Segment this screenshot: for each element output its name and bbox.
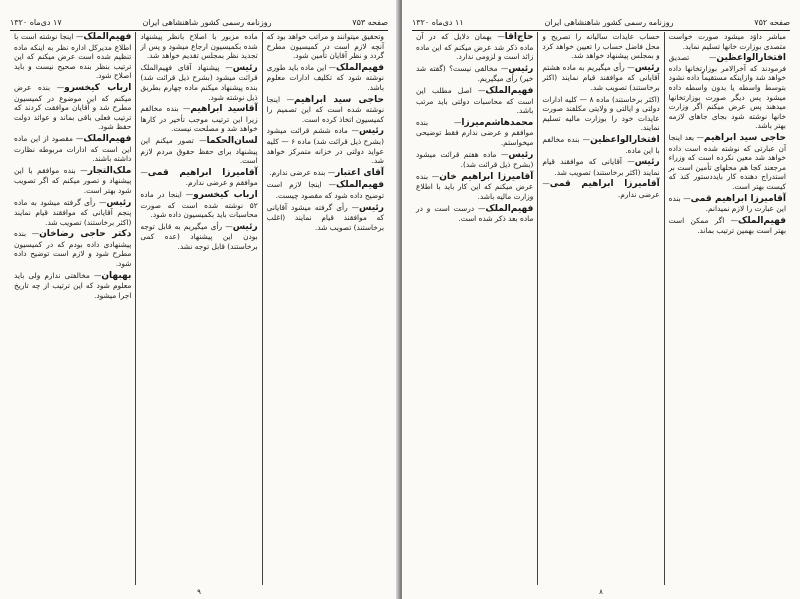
paragraph-text: — بنده عرض میکنم که این کار باید با اطلاع وزارت مالیه باشد. — [416, 171, 534, 201]
speaker-name: رئیس — [232, 221, 258, 232]
paragraph — [542, 179, 659, 199]
paragraph-text: — بنده موافقم با این پیشنهاد و تصور میکنم که اگر تصویب شود بهتر است. — [14, 165, 132, 195]
issue-date: ۱۱ دی‌ماه ۱۳۲۰ — [412, 17, 464, 27]
paragraph-text: — اصل مطلب این است که محاسبات دولتی باید مرتب باشد. — [416, 85, 534, 116]
text-column — [262, 32, 388, 585]
paragraph-text: — اینجا نوشته شده است که این تصمیم را کمیسیون اتخاذ کرده است. — [266, 94, 384, 124]
text-column — [537, 32, 663, 585]
speaker-name: بهبهان — [101, 270, 132, 281]
paragraph-text: — بعد اینجا آن عبارتی که نوشته شده است داده خواهد شد معین نکرده است که وزراء مرجعند کجا هم محلهای تأمین است بر استدراج دهنده کار بایددستور کند که کیست بهتر است. — [668, 132, 786, 191]
paragraph — [542, 63, 659, 93]
speaker-name: افتخارالواعظین — [716, 53, 786, 64]
paragraph-text: (اکثر برخاستند) ماده ۸ — کلیه ادارات دولتی و ایالتی و ولایتی مکلفند صورت عایدات خود را بوزارت مالیه تسلیم نمایند. — [542, 94, 660, 133]
paragraph — [267, 126, 384, 165]
paragraph — [267, 180, 384, 200]
speaker-name: حاجی سید ابراهیم — [704, 132, 786, 143]
paragraph — [140, 168, 257, 188]
paragraph-text: — بنده موافقم و عرضی ندارم فقط توضیحی میخواستم. — [416, 117, 534, 147]
speaker-name: دکتر حاجی رضاخان — [39, 229, 132, 240]
paragraph — [140, 104, 257, 134]
columns — [10, 32, 388, 585]
text-column — [135, 32, 261, 585]
newspaper-title: روزنامه رسمی کشور شاهنشاهی ایران — [544, 17, 674, 27]
paragraph-text: — ماده ششم قرائت میشود (بشرح ذیل قرائت شد) ماده ۶ — کلیه عواید دولتی در خزانه متمرکز خواهد شد. — [266, 126, 384, 166]
paragraph — [140, 136, 257, 166]
paragraph — [416, 118, 533, 148]
paragraph — [416, 150, 533, 170]
paragraph — [416, 86, 533, 116]
paragraph-text: — بنده این عبارت را لازم نمیدانم. — [668, 193, 786, 214]
paragraph — [669, 216, 786, 236]
paragraph-text: — اینجا لازم است توضیح داده شود که مقصود چیست. — [266, 180, 384, 200]
paragraph — [140, 222, 257, 252]
speaker-name: آقامیرزا ابراهیم قمی — [147, 167, 258, 178]
paragraph — [14, 134, 131, 164]
paragraph-text: — بنده عرض میکنم که این موضوع در کمیسیون مطرح شد و آقایان موافقت کردند که ترتیب فعلی باقی بماند و عوائد دولت حفظ شود. — [14, 82, 132, 132]
newspaper-title: روزنامه رسمی کشور شاهنشاهی ایران — [142, 17, 272, 27]
text-column — [664, 32, 790, 585]
speaker-name: آقامیرزا ابراهیم قمی — [690, 193, 786, 204]
paragraph — [267, 203, 384, 233]
paragraph — [14, 198, 131, 228]
speaker-name: رئیس — [359, 202, 384, 213]
paragraph — [416, 172, 533, 202]
paragraph — [14, 166, 131, 196]
speaker-name: فهیم‌الملک — [485, 203, 534, 214]
paragraph-text: — عرضی ندارم. — [542, 179, 660, 199]
speaker-name: فهیم‌الملک — [336, 62, 384, 73]
paragraph-text: حساب عایدات سالیانه را تصریح و محل فاضل حساب را تعیین خواهد کرد و بمجلس پیشنهاد خواهد شد. — [542, 32, 660, 61]
paragraph-text: ماده مزبور با اصلاح بانظر پیشنهاد شده بکمیسیون ارجاع میشود و پس از تجدید نظر بمجلس تقدیم خواهد شد. — [140, 32, 258, 61]
speaker-name: فهیم‌الملک — [336, 180, 384, 191]
speaker-name: فهیم‌الملک — [83, 133, 132, 144]
paragraph-text: — مقصود از این ماده این است که ادارات مربوطه نظارت داشته باشند. — [14, 133, 132, 164]
paragraph — [542, 95, 659, 133]
paragraph — [669, 32, 786, 51]
text-column — [10, 32, 135, 585]
paragraph — [416, 64, 533, 84]
paragraph — [140, 32, 257, 61]
speaker-name: فهیم‌الملک — [485, 85, 534, 96]
paragraph-text: — بنده پیشنهادی داده بودم که در کمیسیون مطرح شود و لازم است توضیح داده شود. — [14, 229, 132, 269]
paragraph-text: — این ماده باید طوری نوشته شود که تکلیف ادارات معلوم باشد. — [266, 62, 384, 92]
paragraph-text: — موافقم و عرضی ندارم. — [140, 167, 258, 188]
columns — [412, 32, 790, 585]
paragraph — [14, 32, 131, 81]
paragraph — [267, 168, 384, 179]
speaker-name: حاج‌آقا — [504, 32, 534, 42]
paragraph — [669, 133, 786, 192]
speaker-name: لسان‌الحکما — [206, 135, 258, 146]
paragraph-text: — بهمان دلایل که در آن ماده ذکر شد عرض میکنم که این ماده زائد است و لزومی ندارد. — [416, 32, 534, 62]
paragraph-text: — بنده مخالفم با این ماده. — [542, 134, 660, 155]
paragraph — [416, 204, 533, 224]
page-footer: ۹ — [197, 588, 201, 596]
speaker-name: ارباب کیخسرو — [64, 82, 132, 93]
paragraph — [14, 83, 131, 132]
paragraph-text: — بنده مخالفم زیرا این ترتیب موجب تأخیر در کارها خواهد شد و مصلحت نیست. — [140, 104, 258, 134]
paragraph — [416, 32, 533, 62]
paragraph — [140, 190, 257, 220]
page-header — [10, 16, 388, 31]
text-column — [412, 32, 537, 585]
paragraph-text: — تصور میکنم این پیشنهاد برای حفظ حقوق مردم لازم است. — [140, 135, 258, 166]
speaker-name: رئیس — [634, 62, 660, 73]
speaker-name: ارباب کیخسرو — [193, 189, 258, 200]
page-number: صفحه ۷۵۲ — [754, 17, 790, 27]
paragraph — [14, 229, 131, 268]
speaker-name: محمدهاشم‌میرزا — [461, 117, 534, 128]
paragraph — [669, 194, 786, 214]
speaker-name: رئیس — [508, 149, 534, 160]
speaker-name: افتخارالواعظین — [590, 134, 660, 145]
paragraph-text: — مخالفتی ندارم ولی باید معلوم شود که این ترتیب از چه تاریخ اجرا میشود. — [14, 270, 132, 300]
speaker-name: رئیس — [359, 126, 384, 137]
speaker-name: رئیس — [508, 63, 534, 74]
page-footer: ۸ — [599, 588, 603, 596]
paragraph-text: — درست است و در ماده بعد ذکر شده است. — [416, 203, 534, 224]
speaker-name: فهیم‌الملک — [83, 32, 132, 42]
paragraph — [669, 53, 786, 131]
speaker-name: ملک‌التجار — [87, 165, 132, 176]
paragraph-text: — رأی گرفته میشود به ماده پنجم آقایانی که موافقند قیام نمایند (اکثر برخاستند) تصویب شد. — [14, 197, 132, 227]
paragraph-text: — مخالفی نیست؟ (گفته شد خیر) رأی میگیریم. — [416, 63, 534, 84]
page-number: صفحه ۷۵۳ — [352, 17, 388, 27]
paragraph — [542, 135, 659, 155]
page-header — [412, 16, 790, 31]
paragraph — [267, 63, 384, 93]
paragraph-text: — رأی گرفته میشود آقایانی که موافقند قیام نمایند (اغلب برخاستند) تصویب شد. — [266, 202, 384, 232]
paragraph-text: — ماده هفتم قرائت میشود (بشرح ذیل قرائت شد). — [416, 149, 534, 170]
paragraph-text: — پیشنهاد آقای فهیم‌الملک قرائت میشود (بشرح ذیل قرائت شد) بنده پیشنهاد میکنم ماده چهارم بطریق ذیل نوشته شود. — [140, 62, 258, 102]
speaker-name: رئیس — [634, 157, 660, 168]
speaker-name: آقای اعتبار — [335, 167, 384, 178]
paragraph-text: — آقایانی که موافقند قیام نمایند (اکثر برخاستند) تصویب شد. — [542, 157, 660, 177]
paragraph — [267, 32, 384, 61]
paragraph-text: — اینجا نوشته است با اطلاع مدیرکل اداره نظر به اینکه ماده تنظیم شده است عرض میکنم که این ترتیب بنظر بنده صحیح نیست و باید اصلاح شود. — [14, 32, 132, 81]
paragraph-text: — رأی میگیریم به ماده هشتم آقایانی که موافقند قیام نمایند (اکثر برخاستند) تصویب شد. — [542, 62, 660, 92]
paragraph-text: — تصدیق فرمودند که آخرالامر بوزارتخانها داده خواهد شد وازاینکه مستقیماً داده نشود بتوسط واسطه یا بدون واسطه داده میشود پس دیگر صورت بوزارتخانها میدهند پس عرض میکنم اگر وزارت خانها نوشته شود بجای جاهای لازمه بهتر باشد. — [668, 53, 786, 131]
paragraph — [140, 63, 257, 102]
speaker-name: رئیس — [106, 197, 132, 208]
paragraph — [542, 32, 659, 61]
paragraph — [267, 95, 384, 125]
paragraph-text: — اگر ممکن است بهتر است بهمین ترتیب بماند. — [668, 215, 786, 236]
paragraph — [14, 271, 131, 301]
paragraph-text: مباشر داوَد میشود صورت خواست متصدی بوزارت خانها تسلیم نماید. — [668, 32, 786, 51]
paragraph-text: وتحقیق میتوانند و مراتب خواهد بود که آنچه لازم است در کمیسیون مطرح گردد و نظر آقایان تأمین شود. — [266, 32, 384, 61]
paragraph-text: — بنده عرضی ندارم. — [269, 167, 336, 177]
left-page — [0, 0, 398, 599]
speaker-name: حاجی سید ابراهیم — [294, 94, 384, 105]
speaker-name: آقاسید ابراهیم — [190, 104, 258, 115]
paragraph-text: — اینجا در ماده ۵۲ نوشته شده است که صورت محاسبات باید بکمیسیون داده شود. — [140, 189, 258, 220]
speaker-name: آقامیرزا ابراهیم خان — [439, 171, 534, 182]
speaker-name: آقامیرزا ابراهیم قمی — [549, 179, 660, 190]
right-page — [402, 0, 800, 599]
issue-date: ۱۷ دی‌ماه ۱۳۲۰ — [10, 17, 62, 27]
paragraph — [542, 157, 659, 177]
paragraph-text: — رأی میگیریم به قابل توجه بودن این پیشنهاد (عده کمی برخاستند) قابل توجه نشد. — [140, 221, 258, 251]
speaker-name: رئیس — [232, 62, 258, 73]
speaker-name: فهیم‌الملک — [738, 215, 786, 226]
